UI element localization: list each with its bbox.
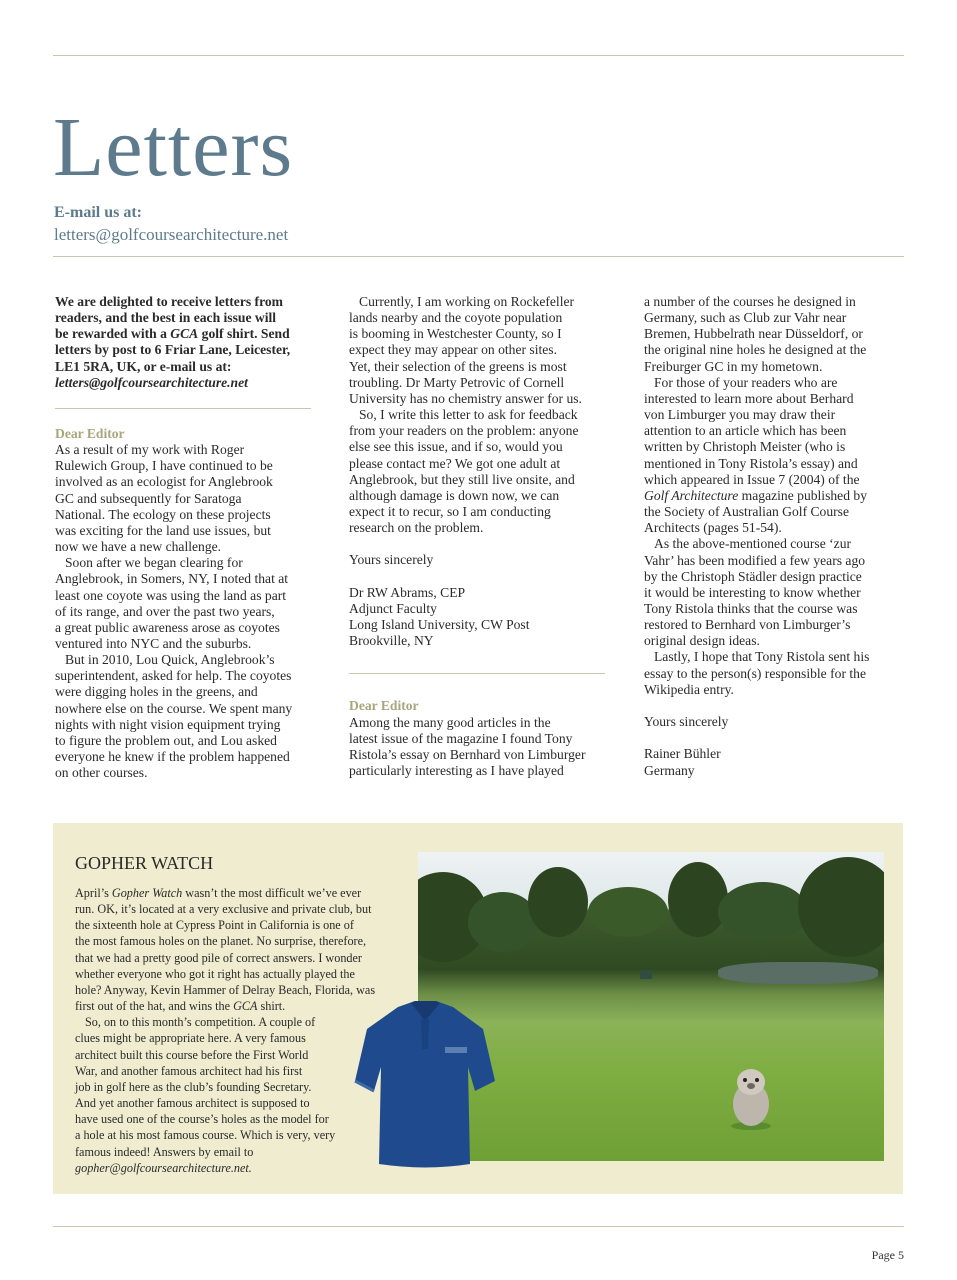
text-line: Currently, I am working on Rockefeller	[359, 294, 575, 309]
text: wasn’t the most difficult we’ve ever	[182, 886, 362, 900]
text-line: the most famous holes on the planet. No surprise, therefore,	[75, 934, 367, 949]
text-line: Bremen, Hubbelrath near Düsseldorf, or	[644, 326, 863, 342]
text-line: Vahr’ has been modified a few years ago	[644, 552, 866, 568]
text-line: run. OK, it’s located at a very exclusive and private club, but	[75, 902, 372, 917]
text-line: whether everyone who got it right has actually played the	[75, 966, 355, 981]
text-line: troubling. Dr Marty Petrovic of Cornell	[349, 374, 565, 390]
text-line: written by Christoph Meister (who is	[644, 439, 846, 455]
text-line: Anglebrook, in Somers, NY, I noted that at	[55, 571, 289, 587]
text-line: attention to an article which has been	[644, 423, 847, 439]
letter-1-body	[55, 442, 317, 781]
divider	[55, 408, 311, 409]
gopher-watch-heading: GOPHER WATCH	[75, 853, 214, 873]
text-line: hole? Anyway, Kevin Hammer of Delray Beach, Florida, was	[75, 982, 376, 997]
text-line: So, on to this month’s competition. A couple of	[85, 1015, 316, 1030]
italic-text: GCA	[170, 326, 199, 342]
gca-golf-shirt-image	[353, 999, 498, 1169]
gopher-watch-text	[75, 885, 375, 1176]
text-line: the sixteenth hole at Cypress Point in California is one of	[75, 918, 354, 933]
text-line: involved as an ecologist for Anglebrook	[55, 474, 273, 490]
text-line	[644, 488, 906, 504]
letter-2-body-continued	[644, 294, 906, 779]
text-line: please contact me? We got one adult at	[349, 455, 561, 471]
text-line: We are delighted to receive letters from	[55, 294, 283, 309]
text-line: Soon after we began clearing for	[65, 555, 243, 571]
text-line: latest issue of the magazine I found Tony	[349, 730, 573, 746]
text-line: Germany, such as Club zur Vahr near	[644, 310, 847, 326]
text-line: a hole at his most famous course. Which is very, very	[75, 1128, 336, 1143]
text-line: it would be interesting to know whether	[644, 584, 861, 600]
tee-marker	[640, 970, 652, 979]
letter-2-salutation: Dear Editor	[349, 698, 419, 714]
text-line	[349, 569, 611, 585]
text-line: nowhere else on the course. We spent many	[55, 700, 293, 716]
text-line: essay to the person(s) responsible for the	[644, 665, 866, 681]
text-line: Rulewich Group, I have continued to be	[55, 458, 273, 474]
text-line: Dr RW Abrams, CEP	[349, 584, 466, 600]
text-line: For those of your readers who are	[654, 374, 838, 390]
text: shirt.	[257, 999, 286, 1014]
text: be rewarded with a	[55, 326, 171, 342]
gopher-toy-icon	[728, 1064, 774, 1130]
text-line: expect they may appear on other sites.	[349, 342, 557, 358]
text-line: was exciting for the land use issues, but	[55, 522, 271, 538]
text-line: Ristola’s essay on Bernhard von Limburger	[349, 746, 586, 762]
text-line: particularly interesting as I have played	[349, 763, 564, 779]
column-2	[349, 294, 611, 779]
text-line: expect it to recur, so I am conducting	[349, 504, 551, 520]
text-line: a great public awareness arose as coyotes	[55, 619, 280, 635]
text-line: Tony Ristola thinks that the course was	[644, 600, 858, 616]
text-line	[75, 1160, 375, 1176]
text-line: lands nearby and the coyote population	[349, 310, 563, 326]
text-line: a number of the courses he designed in	[644, 294, 856, 309]
text-line	[55, 375, 317, 391]
italic-text: letters@golfcoursearchitecture.net	[55, 374, 248, 390]
text-line: Adjunct Faculty	[349, 600, 437, 616]
text-line: von Limburger you may draw their	[644, 407, 836, 423]
text-line: on other courses.	[55, 765, 148, 781]
text-line: job in golf here as the club’s founding Secretary.	[75, 1079, 312, 1094]
text-line	[644, 730, 906, 746]
text-line: have used one of the course’s holes as the model for	[75, 1112, 329, 1127]
column-1	[55, 294, 317, 781]
text-line: is booming in Westchester County, so I	[349, 326, 562, 342]
text-line: now we have a new challenge.	[55, 539, 222, 555]
text-line: Brookville, NY	[349, 633, 434, 649]
text-line: Anglebrook, but they still live onsite, and	[349, 471, 575, 487]
text-line: to figure the problem out, and Lou asked	[55, 732, 277, 748]
text-line: War, and another famous architect had his first	[75, 1063, 303, 1078]
letter-1-body-continued	[349, 294, 611, 649]
text-line: research on the problem.	[349, 520, 484, 536]
text-line	[75, 998, 375, 1014]
email-link[interactable]: letters@golfcoursearchitecture.net	[54, 225, 289, 244]
header-rule	[53, 256, 904, 257]
text-line	[644, 698, 906, 714]
text-line: that we had a pretty good pile of correct answers. I wonder	[75, 950, 362, 965]
text-line: Lastly, I hope that Tony Ristola sent his	[654, 649, 870, 665]
text-line: And yet another famous architect is supposed to	[75, 1096, 310, 1111]
text-line: Yours sincerely	[644, 714, 729, 730]
column-3	[644, 294, 906, 779]
page-title: Letters	[53, 101, 294, 194]
text-line: although damage is down now, we can	[349, 487, 560, 503]
text-line: Germany	[644, 762, 695, 778]
text-line: GC and subsequently for Saratoga	[55, 490, 242, 506]
text-line: letters by post to 6 Friar Lane, Leicester,	[55, 342, 291, 358]
italic-text: Gopher Watch	[111, 886, 183, 900]
text: magazine published by	[738, 487, 867, 503]
text: first out of the hat, and wins the	[75, 999, 234, 1014]
letter-2-body	[349, 715, 611, 780]
text-line	[75, 885, 375, 901]
text-line: As the above-mentioned course ‘zur	[654, 536, 852, 552]
text-line: LE1 5RA, UK, or e-mail us at:	[55, 358, 232, 374]
pond	[718, 962, 878, 984]
text-line: interested to learn more about Berhard	[644, 390, 854, 406]
text: golf shirt. Send	[198, 326, 290, 342]
text-line: Among the many good articles in the	[349, 714, 551, 730]
text-line: by the Christoph Städler design practice	[644, 568, 862, 584]
text-line: nights with night vision equipment trying	[55, 716, 281, 732]
email-label: E-mail us at:	[54, 204, 142, 221]
text-line: As a result of my work with Roger	[55, 442, 245, 458]
text-line: famous indeed! Answers by email to	[75, 1144, 254, 1159]
italic-text: Golf Architecture	[644, 487, 739, 503]
text-line: Freiburger GC in my hometown.	[644, 358, 823, 374]
text-line: the original nine holes he designed at the	[644, 342, 867, 358]
text-line: Long Island University, CW Post	[349, 617, 530, 633]
text-line: everyone he knew if the problem happened	[55, 749, 290, 765]
intro-text	[55, 294, 317, 391]
text-line: Yours sincerely	[349, 552, 434, 568]
text-line: Wikipedia entry.	[644, 681, 734, 697]
text-line: National. The ecology on these projects	[55, 506, 271, 522]
text-line: superintendent, asked for help. The coyotes	[55, 668, 292, 684]
text-line: of its range, and over the past two years,	[55, 603, 275, 619]
italic-text: gopher@golfcoursearchitecture.net.	[75, 1160, 252, 1175]
text-line	[55, 326, 317, 342]
text-line: restored to Bernhard von Limburger’s	[644, 617, 851, 633]
text-line: But in 2010, Lou Quick, Anglebrook’s	[65, 652, 275, 668]
text-line: the Society of Australian Golf Course	[644, 504, 850, 520]
text-line: which appeared in Issue 7 (2004) of the	[644, 471, 860, 487]
text-line: architect built this course before the First World	[75, 1047, 309, 1062]
text-line: clues might be appropriate here. A very famous	[75, 1031, 306, 1046]
text-line: from your readers on the problem: anyone	[349, 423, 579, 439]
text-line: readers, and the best in each issue will	[55, 310, 277, 326]
text-line: Yet, their selection of the greens is most	[349, 358, 567, 374]
text-line: least one coyote was using the land as part	[55, 587, 287, 603]
text-line: original design ideas.	[644, 633, 760, 649]
gopher-watch-panel	[53, 823, 903, 1194]
italic-text: GCA	[233, 999, 258, 1014]
text-line: Architects (pages 51-54).	[644, 520, 782, 536]
text-line: ventured into NYC and the suburbs.	[55, 635, 252, 651]
page-number: Page 5	[871, 1248, 904, 1262]
bottom-rule	[53, 1226, 904, 1227]
text-line: University has no chemistry answer for us.	[349, 390, 582, 406]
letter-1-salutation: Dear Editor	[55, 425, 125, 441]
text: April’s	[75, 886, 112, 900]
divider	[349, 673, 605, 674]
text-line: So, I write this letter to ask for feedback	[359, 407, 578, 423]
text-line: were digging holes in the greens, and	[55, 684, 258, 700]
text-line	[349, 536, 611, 552]
text-line: mentioned in Tony Ristola’s essay) and	[644, 455, 858, 471]
text-line: Rainer Bühler	[644, 746, 721, 762]
top-rule	[53, 55, 904, 56]
text-line: else see this issue, and if so, would you	[349, 439, 563, 455]
